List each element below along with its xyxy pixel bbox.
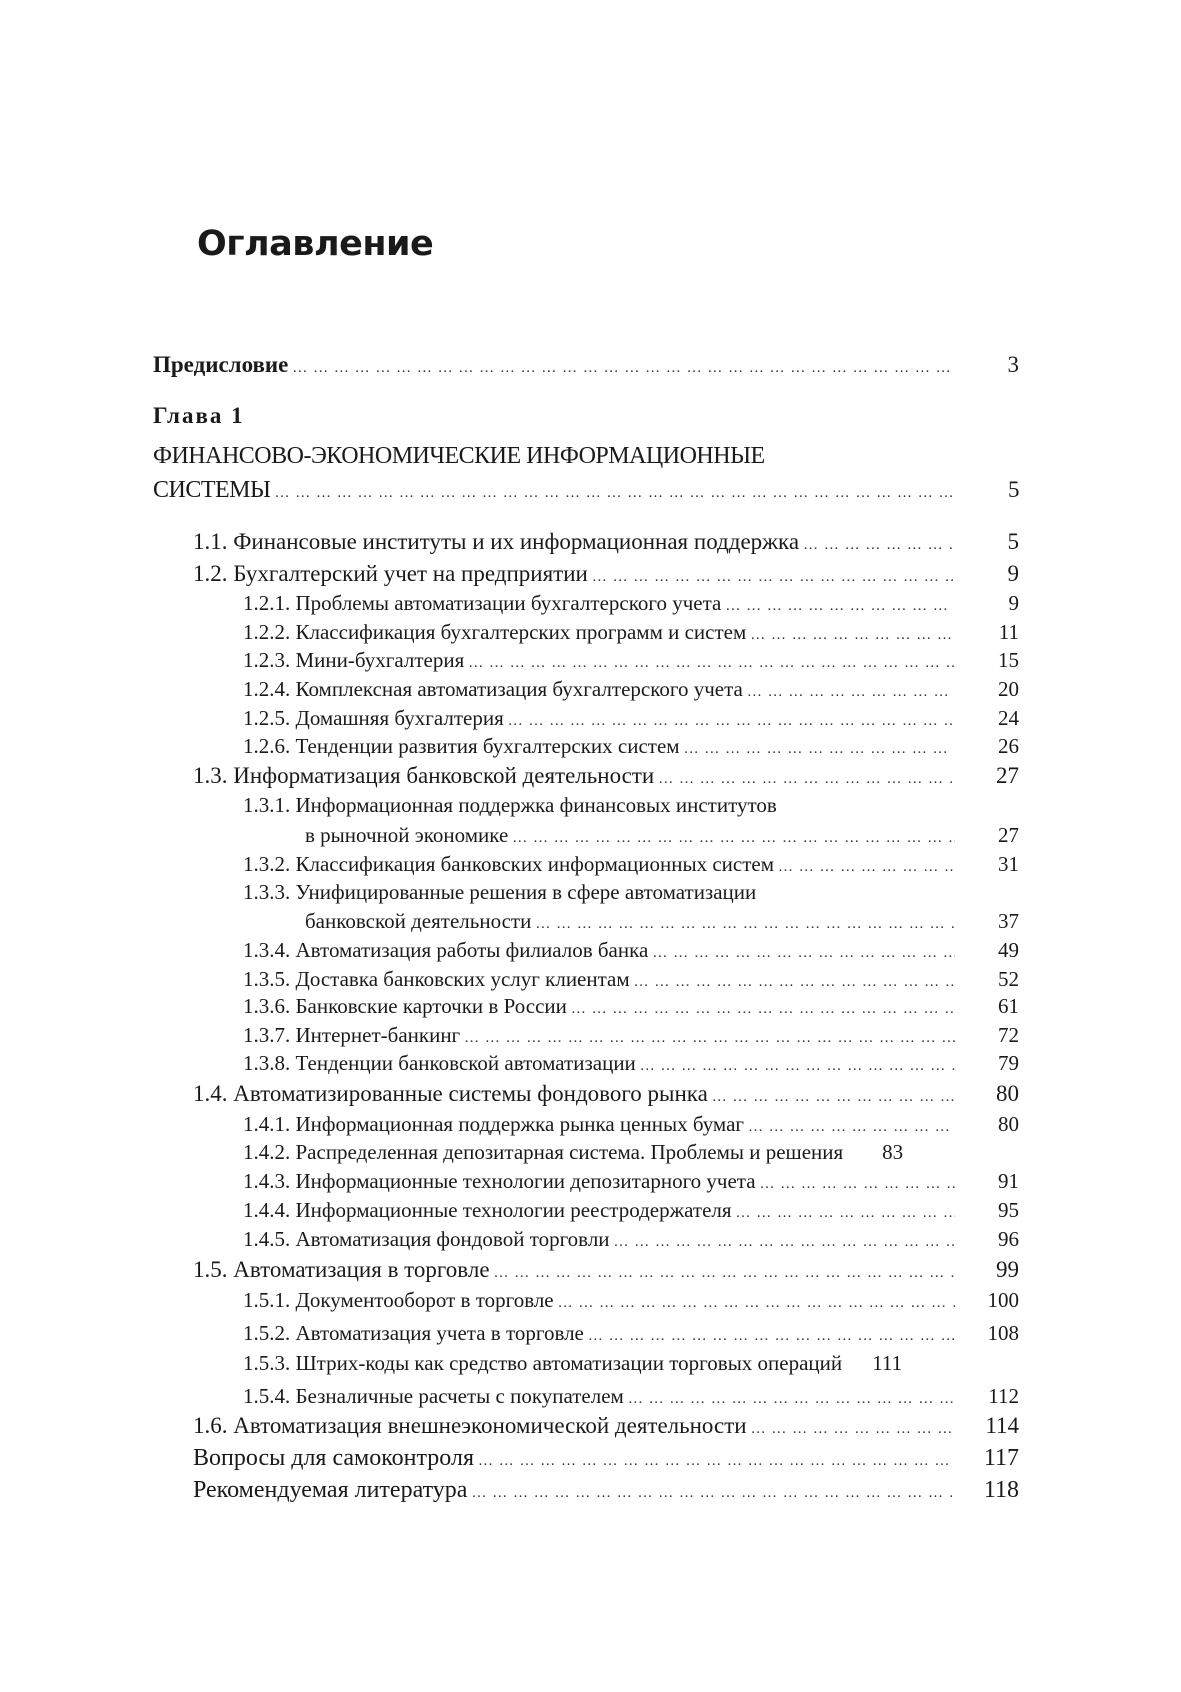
dot-leader (512, 824, 955, 852)
chapter-title-line1[interactable] (153, 442, 1019, 470)
toc-label: 1.2.1. Проблемы автоматизации бухгалтерского учета (243, 591, 722, 615)
toc-entry[interactable] (243, 1021, 1019, 1049)
dot-leader (274, 479, 955, 507)
toc-label: 1.6. Автоматизация внешнеэкономической деятельности (193, 1413, 747, 1438)
toc-entry[interactable] (193, 1444, 1019, 1472)
toc-label: 1.2.6. Тенденции развития бухгалтерских систем (243, 734, 680, 758)
toc-entry-preface[interactable] (153, 351, 1019, 379)
toc-page: 37 (998, 909, 1019, 933)
toc-entry[interactable] (243, 1349, 1019, 1377)
toc-label: в рыночной экономике (305, 823, 509, 847)
toc-entry[interactable] (305, 907, 1019, 935)
toc-entry[interactable] (193, 1080, 1019, 1108)
toc-page: 20 (998, 677, 1019, 701)
dot-leader (508, 707, 955, 735)
toc-label: 1.3.6. Банковские карточки в России (243, 994, 567, 1018)
toc-label: 1.2.4. Комплексная автоматизация бухгалтерского учета (243, 677, 743, 701)
toc-label: 1.5. Автоматизация в торговле (193, 1257, 490, 1282)
toc-entry[interactable] (243, 936, 1019, 964)
toc-page: 80 (998, 1112, 1019, 1136)
toc-entry[interactable] (243, 878, 1019, 906)
toc-label: 1.3.3. Унифицированные решения в сфере автоматизации (243, 880, 757, 904)
toc-page: 24 (998, 706, 1019, 730)
toc-label: 1.4.3. Информационные технологии депозитарного учета (243, 1169, 756, 1193)
toc-page: 118 (983, 1477, 1019, 1503)
toc-entry[interactable] (193, 1476, 1019, 1504)
toc-page: 114 (985, 1413, 1019, 1438)
toc-label: 1.3.1. Информационная поддержка финансовых институтов (243, 793, 777, 817)
toc-entry[interactable] (305, 821, 1019, 849)
toc-label: 1.4.1. Информационная поддержка рынка ценных бумаг (243, 1112, 745, 1136)
toc-label: 1.3.4. Автоматизация работы филиалов банка (243, 938, 649, 962)
dot-leader (751, 1415, 955, 1443)
toc-entry[interactable] (243, 1196, 1019, 1224)
dot-leader (468, 649, 955, 677)
toc-entry[interactable] (243, 850, 1019, 878)
toc-page: 3 (1007, 352, 1019, 377)
toc-entry[interactable] (193, 762, 1019, 790)
toc-page: 61 (998, 994, 1019, 1018)
toc-label: 1.5.4. Безналичные расчеты с покупателем (243, 1384, 624, 1408)
toc-label: 1.3.7. Интернет-банкинг (243, 1023, 461, 1047)
toc-page: 83 (882, 1140, 904, 1164)
toc-entry[interactable] (193, 1412, 1019, 1440)
toc-label: СИСТЕМЫ (153, 477, 271, 503)
page-title: Оглавление (197, 224, 434, 264)
toc-page: 91 (998, 1169, 1019, 1193)
toc-page: 9 (1007, 561, 1019, 586)
toc-label: 1.5.3. Штрих-коды как средство автоматизации торговых операций (243, 1351, 843, 1375)
toc-page: 117 (983, 1445, 1019, 1471)
toc-page: 80 (996, 1081, 1019, 1106)
toc-label: 1.3.8. Тенденции банковской автоматизации (243, 1051, 636, 1075)
dot-leader (464, 1024, 955, 1052)
toc-page: 31 (998, 852, 1019, 876)
toc-entry[interactable] (243, 1382, 1019, 1410)
toc-entry[interactable] (243, 675, 1019, 703)
toc-page: 5 (1008, 477, 1019, 502)
toc-label: 1.3.5. Доставка банковских услуг клиентам (243, 967, 630, 991)
toc-label: Вопросы для самоконтроля (193, 1445, 475, 1471)
dot-leader (747, 678, 955, 706)
dot-leader (640, 1052, 955, 1080)
dot-leader (760, 1170, 955, 1198)
chapter-title: ФИНАНСОВО-ЭКОНОМИЧЕСКИЕ ИНФОРМАЦИОННЫЕ (153, 443, 765, 469)
dot-leader (628, 1385, 955, 1413)
toc-page: 27 (996, 763, 1019, 788)
toc-page: 95 (998, 1198, 1019, 1222)
toc-page: 5 (1007, 529, 1019, 554)
toc-label: 1.5.2. Автоматизация учета в торговле (243, 1321, 584, 1345)
dot-leader (592, 563, 955, 591)
chapter-label (153, 402, 1019, 430)
toc-entry[interactable] (243, 646, 1019, 674)
dot-leader (750, 621, 955, 649)
toc-entry[interactable] (243, 1319, 1019, 1347)
toc-page: 9 (1008, 591, 1019, 615)
toc-page: 100 (987, 1288, 1019, 1312)
toc-entry[interactable] (243, 704, 1019, 732)
toc-label: 1.4.4. Информационные технологии реестродержателя (243, 1198, 732, 1222)
toc-page: 112 (988, 1384, 1019, 1408)
dot-leader (535, 910, 955, 938)
toc-label: 1.4.2. Распределенная депозитарная система. Проблемы и решения (243, 1140, 844, 1164)
toc-entry[interactable] (243, 791, 1019, 819)
toc-entry[interactable] (243, 589, 1019, 617)
toc-page: 72 (998, 1023, 1019, 1047)
toc-label: 1.5.1. Документооборот в торговле (243, 1288, 554, 1312)
dot-leader (588, 1322, 955, 1350)
toc-label: 1.2. Бухгалтерский учет на предприятии (193, 561, 588, 586)
toc-page: 96 (998, 1227, 1019, 1251)
toc-label: 1.4. Автоматизированные системы фондового рынка (193, 1081, 708, 1106)
toc-label: 1.4.5. Автоматизация фондовой торговли (243, 1227, 610, 1251)
dot-leader (652, 939, 955, 967)
dot-leader (471, 1479, 955, 1507)
toc-label: 1.1. Финансовые институты и их информационная поддержка (193, 529, 800, 554)
dot-leader (736, 1199, 955, 1227)
toc-entry[interactable] (243, 732, 1019, 760)
toc-page: 15 (998, 648, 1019, 672)
toc-page: 11 (998, 620, 1019, 644)
toc-entry[interactable] (243, 1286, 1019, 1314)
toc-label: Предисловие (153, 352, 289, 377)
toc-entry[interactable] (243, 618, 1019, 646)
toc-entry[interactable] (243, 1225, 1019, 1253)
toc-entry[interactable] (243, 1110, 1019, 1138)
toc-entry[interactable] (193, 560, 1019, 588)
toc-entry[interactable] (243, 992, 1019, 1020)
toc-label: 1.2.3. Мини-бухгалтерия (243, 648, 465, 672)
dot-leader (478, 1447, 955, 1475)
dot-leader (571, 995, 955, 1023)
dot-leader (748, 1113, 955, 1141)
chapter-number: Глава 1 (153, 403, 245, 428)
toc-page: 99 (996, 1257, 1019, 1282)
toc-entry-chapter-1[interactable] (153, 476, 1019, 504)
dot-leader (494, 1259, 955, 1287)
toc-entry[interactable] (243, 1049, 1019, 1077)
dot-leader (725, 592, 955, 620)
toc-page: 108 (987, 1321, 1019, 1345)
dot-leader (778, 853, 955, 881)
toc-page: 49 (998, 938, 1019, 962)
toc-entry[interactable] (193, 528, 1019, 556)
dot-leader (658, 765, 955, 793)
toc-label: банковской деятельности (305, 909, 532, 933)
dot-leader (684, 735, 955, 763)
toc-label: 1.3. Информатизация банковской деятельности (193, 763, 655, 788)
toc-page: 111 (872, 1351, 903, 1375)
toc-page: 26 (998, 734, 1019, 758)
toc-entry[interactable] (243, 965, 1019, 993)
dot-leader (558, 1289, 955, 1317)
toc-label: 1.3.2. Классификация банковских информационных систем (243, 852, 775, 876)
toc-label: 1.2.2. Классификация бухгалтерских программ и систем (243, 620, 747, 644)
toc-page: 52 (998, 967, 1019, 991)
toc-page: 27 (998, 823, 1019, 847)
toc-entry[interactable] (243, 1138, 1019, 1166)
toc-entry[interactable] (243, 1167, 1019, 1195)
dot-leader (803, 531, 955, 559)
toc-label: 1.2.5. Домашняя бухгалтерия (243, 706, 504, 730)
toc-label: Рекомендуемая литература (193, 1477, 468, 1503)
toc-page: 79 (998, 1051, 1019, 1075)
dot-leader (712, 1083, 955, 1111)
dot-leader (614, 1228, 955, 1256)
dot-leader (292, 354, 955, 382)
toc-entry[interactable] (193, 1256, 1019, 1284)
